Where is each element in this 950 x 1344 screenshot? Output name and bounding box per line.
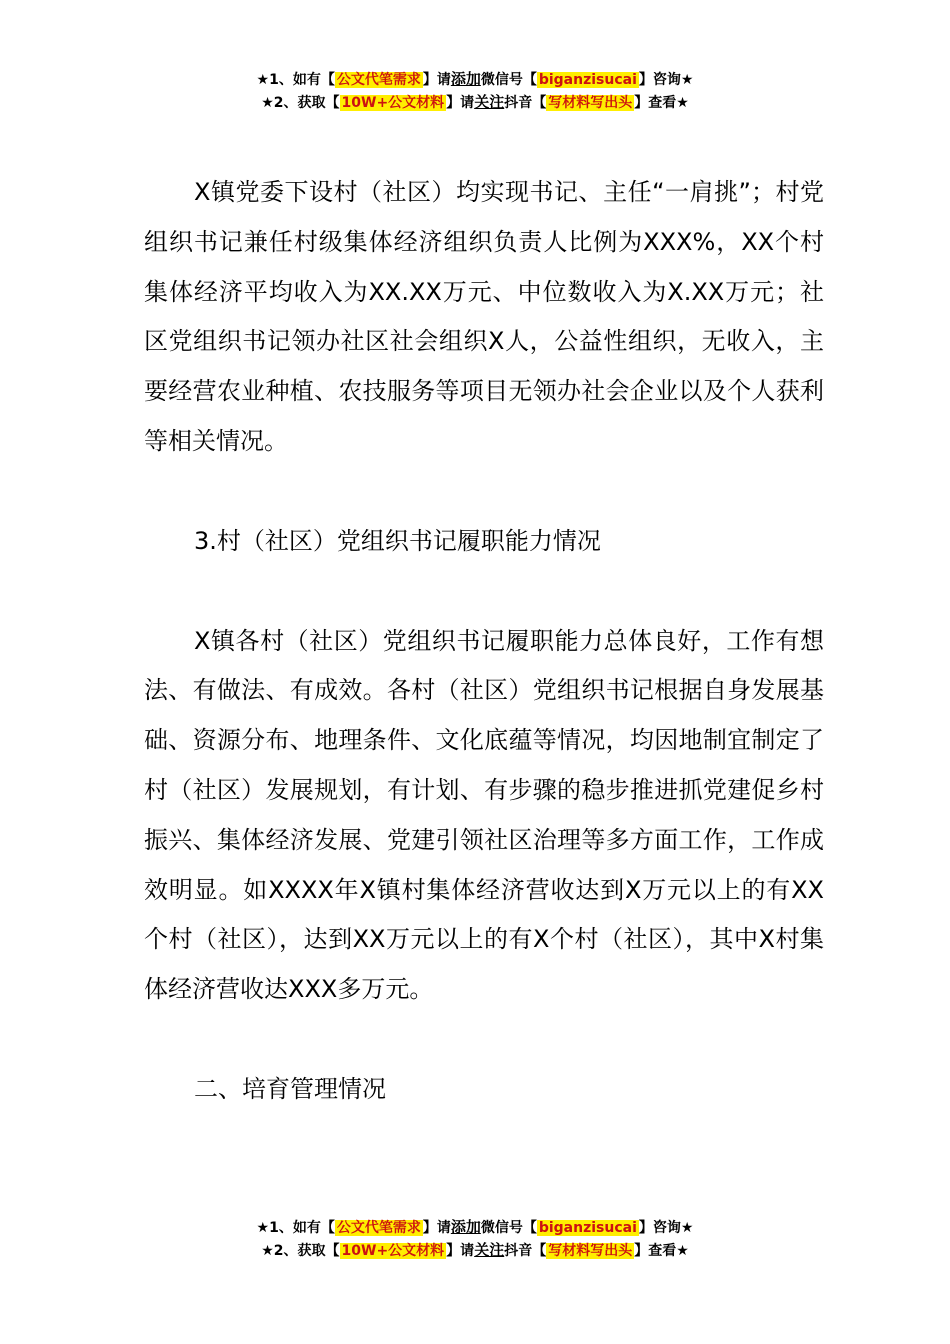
highlight-service: 公文代笔需求 <box>336 1220 421 1236</box>
banner-line-1: ★1、如有【 公文代笔需求 】请添加微信号【 biganzisucai 】咨询★ <box>256 70 694 88</box>
paragraph-1: X镇党委下设村（社区）均实现书记、主任“一肩挑”；村党组织书记兼任村级集体经济组织负责人比例为XXX%，XX个村集体经济平均收入为XX.XX万元、中位数收入为X.XX万元；社区党组织书记领办社区社会组织X人，公益性组织，无收入，主要经营农业种植、农技服务等项目无领办社会企业以及个人获利等相关情况。 <box>144 178 824 455</box>
highlight-wechat-id: biganzisucai <box>538 72 637 88</box>
highlight-materials: 10W+公文材料 <box>341 1243 445 1259</box>
document-body <box>144 168 824 1115</box>
banner-line-2: ★2、获取【 10W+公文材料 】请关注抖音【 写材料写出头 】查看★ <box>261 1241 689 1259</box>
highlight-douyin-id: 写材料写出头 <box>548 95 633 111</box>
banner-line-1: ★1、如有【 公文代笔需求 】请添加微信号【 biganzisucai 】咨询★ <box>256 1218 694 1236</box>
highlight-materials: 10W+公文材料 <box>341 95 445 111</box>
header-banner <box>0 68 950 114</box>
highlight-douyin-id: 写材料写出头 <box>548 1243 633 1259</box>
banner-line-2: ★2、获取【 10W+公文材料 】请关注抖音【 写材料写出头 】查看★ <box>261 93 689 111</box>
highlight-wechat-id: biganzisucai <box>538 1220 637 1236</box>
section-heading-2: 二、培育管理情况 <box>194 1074 386 1103</box>
section-heading-3: 3.村（社区）党组织书记履职能力情况 <box>194 526 601 555</box>
footer-banner <box>0 1216 950 1262</box>
highlight-service: 公文代笔需求 <box>336 72 421 88</box>
paragraph-2: X镇各村（社区）党组织书记履职能力总体良好，工作有想法、有做法、有成效。各村（社区）党组织书记根据自身发展基础、资源分布、地理条件、文化底蕴等情况，均因地制宜制定了村（社区）发展规划，有计划、有步骤的稳步推进抓党建促乡村振兴、集体经济发展、党建引领社区治理等多方面工作，工作成效明显。如XXXX年X镇村集体经济营收达到X万元以上的有XX个村（社区），达到XX万元以上的有X个村（社区），其中X村集体经济营收达XXX多万元。 <box>144 626 824 1004</box>
